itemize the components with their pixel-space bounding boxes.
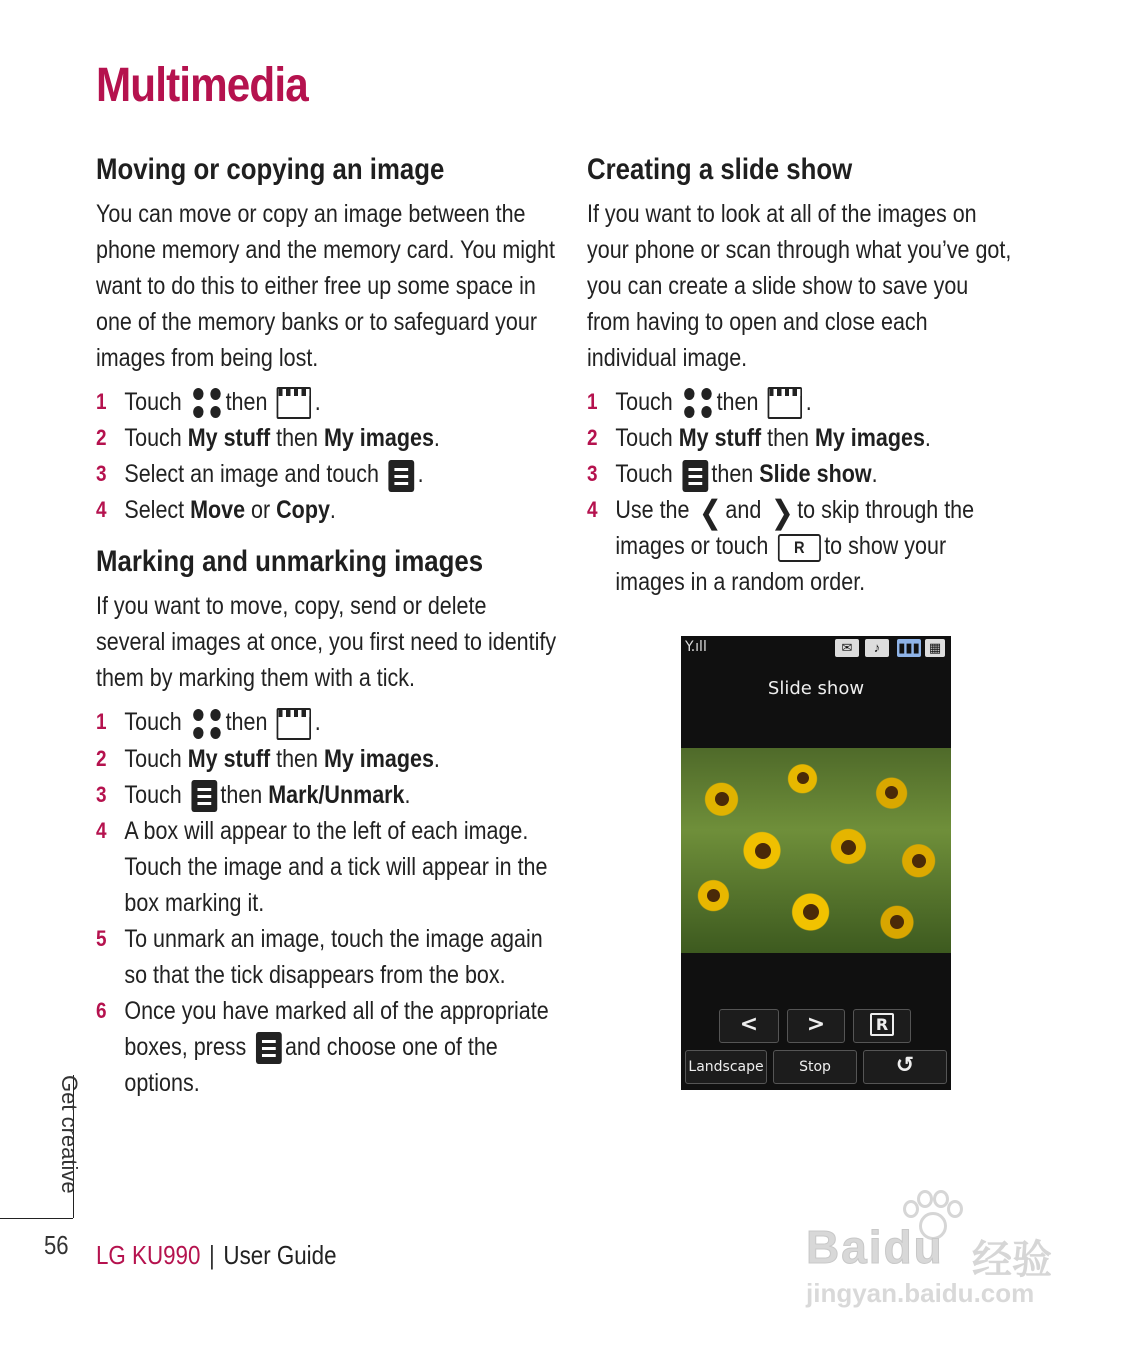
- page-number: 56: [44, 1230, 69, 1260]
- list-item: [587, 456, 1000, 492]
- list-item: [96, 741, 560, 777]
- step-bold: Slide show: [759, 460, 872, 489]
- footer: [96, 1240, 337, 1271]
- step-number: 6: [96, 997, 107, 1023]
- menu-grid-icon: [191, 707, 222, 741]
- step-text: and choose one of the options.: [124, 1032, 498, 1097]
- section-heading-moving: Moving or copying an image: [96, 153, 445, 186]
- options-menu-icon: [256, 1032, 282, 1064]
- list-item: [96, 813, 560, 921]
- steps-moving: [96, 384, 560, 528]
- step-text: Touch: [124, 744, 182, 773]
- options-menu-icon: [388, 460, 414, 492]
- divider: [0, 1218, 73, 1219]
- sunflower-photo: [681, 748, 951, 953]
- left-column: [96, 150, 556, 1101]
- step-text: then: [711, 460, 754, 489]
- step-number: 3: [96, 781, 107, 807]
- chevron-left-icon: ❮: [698, 493, 722, 530]
- step-text: then: [716, 388, 759, 416]
- list-item: [96, 420, 560, 456]
- step-text: or: [251, 496, 271, 525]
- step-number: 5: [96, 925, 107, 951]
- step-text: .: [417, 460, 424, 489]
- options-menu-icon: [191, 780, 217, 812]
- list-item: [587, 492, 1000, 600]
- random-order-icon: R: [778, 534, 821, 562]
- random-button[interactable]: [853, 1009, 911, 1043]
- multimedia-clapper-icon: [768, 387, 802, 419]
- landscape-button[interactable]: Landscape: [685, 1050, 767, 1084]
- step-bold: My stuff: [187, 744, 271, 773]
- step-text: then: [276, 744, 318, 773]
- list-item: [587, 384, 1000, 420]
- section-heading-slideshow: Creating a slide show: [587, 153, 853, 186]
- watermark-url: jingyan.baidu.com: [806, 1278, 1035, 1308]
- music-icon: ♪: [865, 639, 889, 657]
- step-text: Touch: [124, 708, 182, 737]
- step-text: Touch: [124, 424, 182, 453]
- step-bold: My images: [814, 424, 925, 453]
- step-text: Select: [124, 496, 185, 525]
- brand: LG KU990: [96, 1240, 201, 1270]
- list-item: [96, 384, 560, 420]
- step-number: 1: [96, 709, 107, 735]
- step-text: Touch: [124, 388, 182, 416]
- step-bold: My images: [323, 424, 434, 453]
- step-text: Touch: [124, 780, 182, 809]
- step-text: and: [725, 496, 762, 525]
- back-button[interactable]: ↺: [863, 1050, 947, 1084]
- step-bold: My images: [323, 744, 434, 773]
- watermark: [800, 1190, 1070, 1320]
- options-menu-icon: [682, 460, 708, 492]
- multimedia-clapper-icon: [277, 387, 311, 419]
- step-bold: Mark/Unmark: [268, 780, 405, 809]
- section-intro-marking: If you want to move, copy, send or delete several images at once, you first need to identify them by marking them with a tick.: [96, 592, 557, 693]
- steps-marking: [96, 704, 560, 1100]
- step-text: .: [433, 744, 440, 773]
- step-text: .: [314, 388, 321, 416]
- phone-screenshot: [681, 636, 951, 1090]
- step-text: .: [314, 708, 321, 737]
- step-number: 4: [587, 497, 598, 523]
- step-text: .: [404, 780, 411, 809]
- step-bold: My stuff: [187, 424, 271, 453]
- random-order-icon: R: [870, 1013, 894, 1036]
- step-text: then: [225, 388, 268, 416]
- step-number: 3: [96, 461, 107, 487]
- step-text: to show your images in a random order.: [615, 532, 947, 597]
- stop-button[interactable]: Stop: [773, 1050, 857, 1084]
- step-text: To unmark an image, touch the image again so that the tick disappears from the box.: [124, 924, 543, 989]
- list-item: [587, 420, 1000, 456]
- step-text: .: [433, 424, 440, 453]
- right-column: [587, 150, 1012, 600]
- battery-icon: ▮▮▮: [898, 640, 920, 655]
- next-button[interactable]: >: [787, 1009, 845, 1043]
- screen-title: Slide show: [767, 678, 865, 699]
- step-text: Use the: [615, 496, 690, 525]
- step-text: A box will appear to the left of each image. Touch the image and a tick will appear in the box marking it.: [124, 816, 548, 917]
- side-label-text: Get creative: [57, 1075, 82, 1194]
- step-bold: Copy: [276, 496, 330, 525]
- step-text: then: [767, 424, 809, 453]
- list-item: [96, 492, 560, 528]
- previous-button[interactable]: <: [719, 1009, 779, 1043]
- list-item: [96, 456, 560, 492]
- step-number: 1: [96, 389, 107, 414]
- step-text: then: [220, 780, 263, 809]
- menu-grid-icon: [191, 386, 222, 420]
- list-item: [96, 921, 560, 993]
- status-bar: [681, 636, 951, 660]
- step-text: Touch: [615, 460, 673, 489]
- step-number: 2: [96, 425, 107, 451]
- step-bold: Move: [190, 496, 246, 525]
- list-item: [96, 777, 560, 813]
- step-text: Select an image and touch: [124, 460, 379, 489]
- step-text: then: [225, 708, 268, 737]
- separator: |: [209, 1240, 215, 1270]
- step-number: 2: [96, 745, 107, 771]
- list-item: [96, 704, 560, 740]
- watermark-cn: 经验: [972, 1238, 1052, 1282]
- section-intro-moving: You can move or copy an image between the phone memory and the memory card. You might want to do this to either free up some space in one of the memory banks or to safeguard your images from being lost.: [96, 200, 555, 372]
- menu-grid-icon: ▦: [925, 639, 945, 657]
- signal-icon: Y.ıll: [685, 639, 707, 655]
- step-text: to skip through the images or touch: [615, 496, 975, 561]
- side-label: [36, 1075, 86, 1205]
- step-number: 2: [587, 425, 598, 451]
- chevron-right-icon: ❯: [770, 493, 794, 530]
- multimedia-clapper-icon: [277, 708, 311, 740]
- step-text: Touch: [615, 388, 673, 416]
- step-number: 4: [96, 497, 107, 523]
- step-text: .: [871, 460, 878, 489]
- step-text: .: [805, 388, 812, 416]
- step-text: .: [329, 496, 336, 525]
- watermark-logo: Baidu: [806, 1221, 944, 1273]
- step-text: then: [276, 424, 318, 453]
- step-bold: My stuff: [678, 424, 762, 453]
- step-number: 3: [587, 461, 598, 487]
- step-text: .: [924, 424, 931, 453]
- message-icon: ✉: [835, 639, 859, 657]
- step-text: Once you have marked all of the appropriate boxes, press: [124, 996, 549, 1061]
- steps-slideshow: [587, 384, 1000, 600]
- step-text: Touch: [615, 424, 673, 453]
- guide-label: User Guide: [223, 1240, 337, 1270]
- section-intro-slideshow: If you want to look at all of the images on your phone or scan through what you’ve got, you can create a slide show to save you from having to open and close each individual image.: [587, 200, 1012, 372]
- menu-grid-icon: [682, 386, 713, 420]
- list-item: [96, 993, 560, 1101]
- section-heading-marking: Marking and unmarking images: [96, 545, 484, 579]
- step-number: 4: [96, 817, 107, 843]
- step-number: 1: [587, 389, 598, 414]
- page-title: Multimedia: [96, 59, 308, 112]
